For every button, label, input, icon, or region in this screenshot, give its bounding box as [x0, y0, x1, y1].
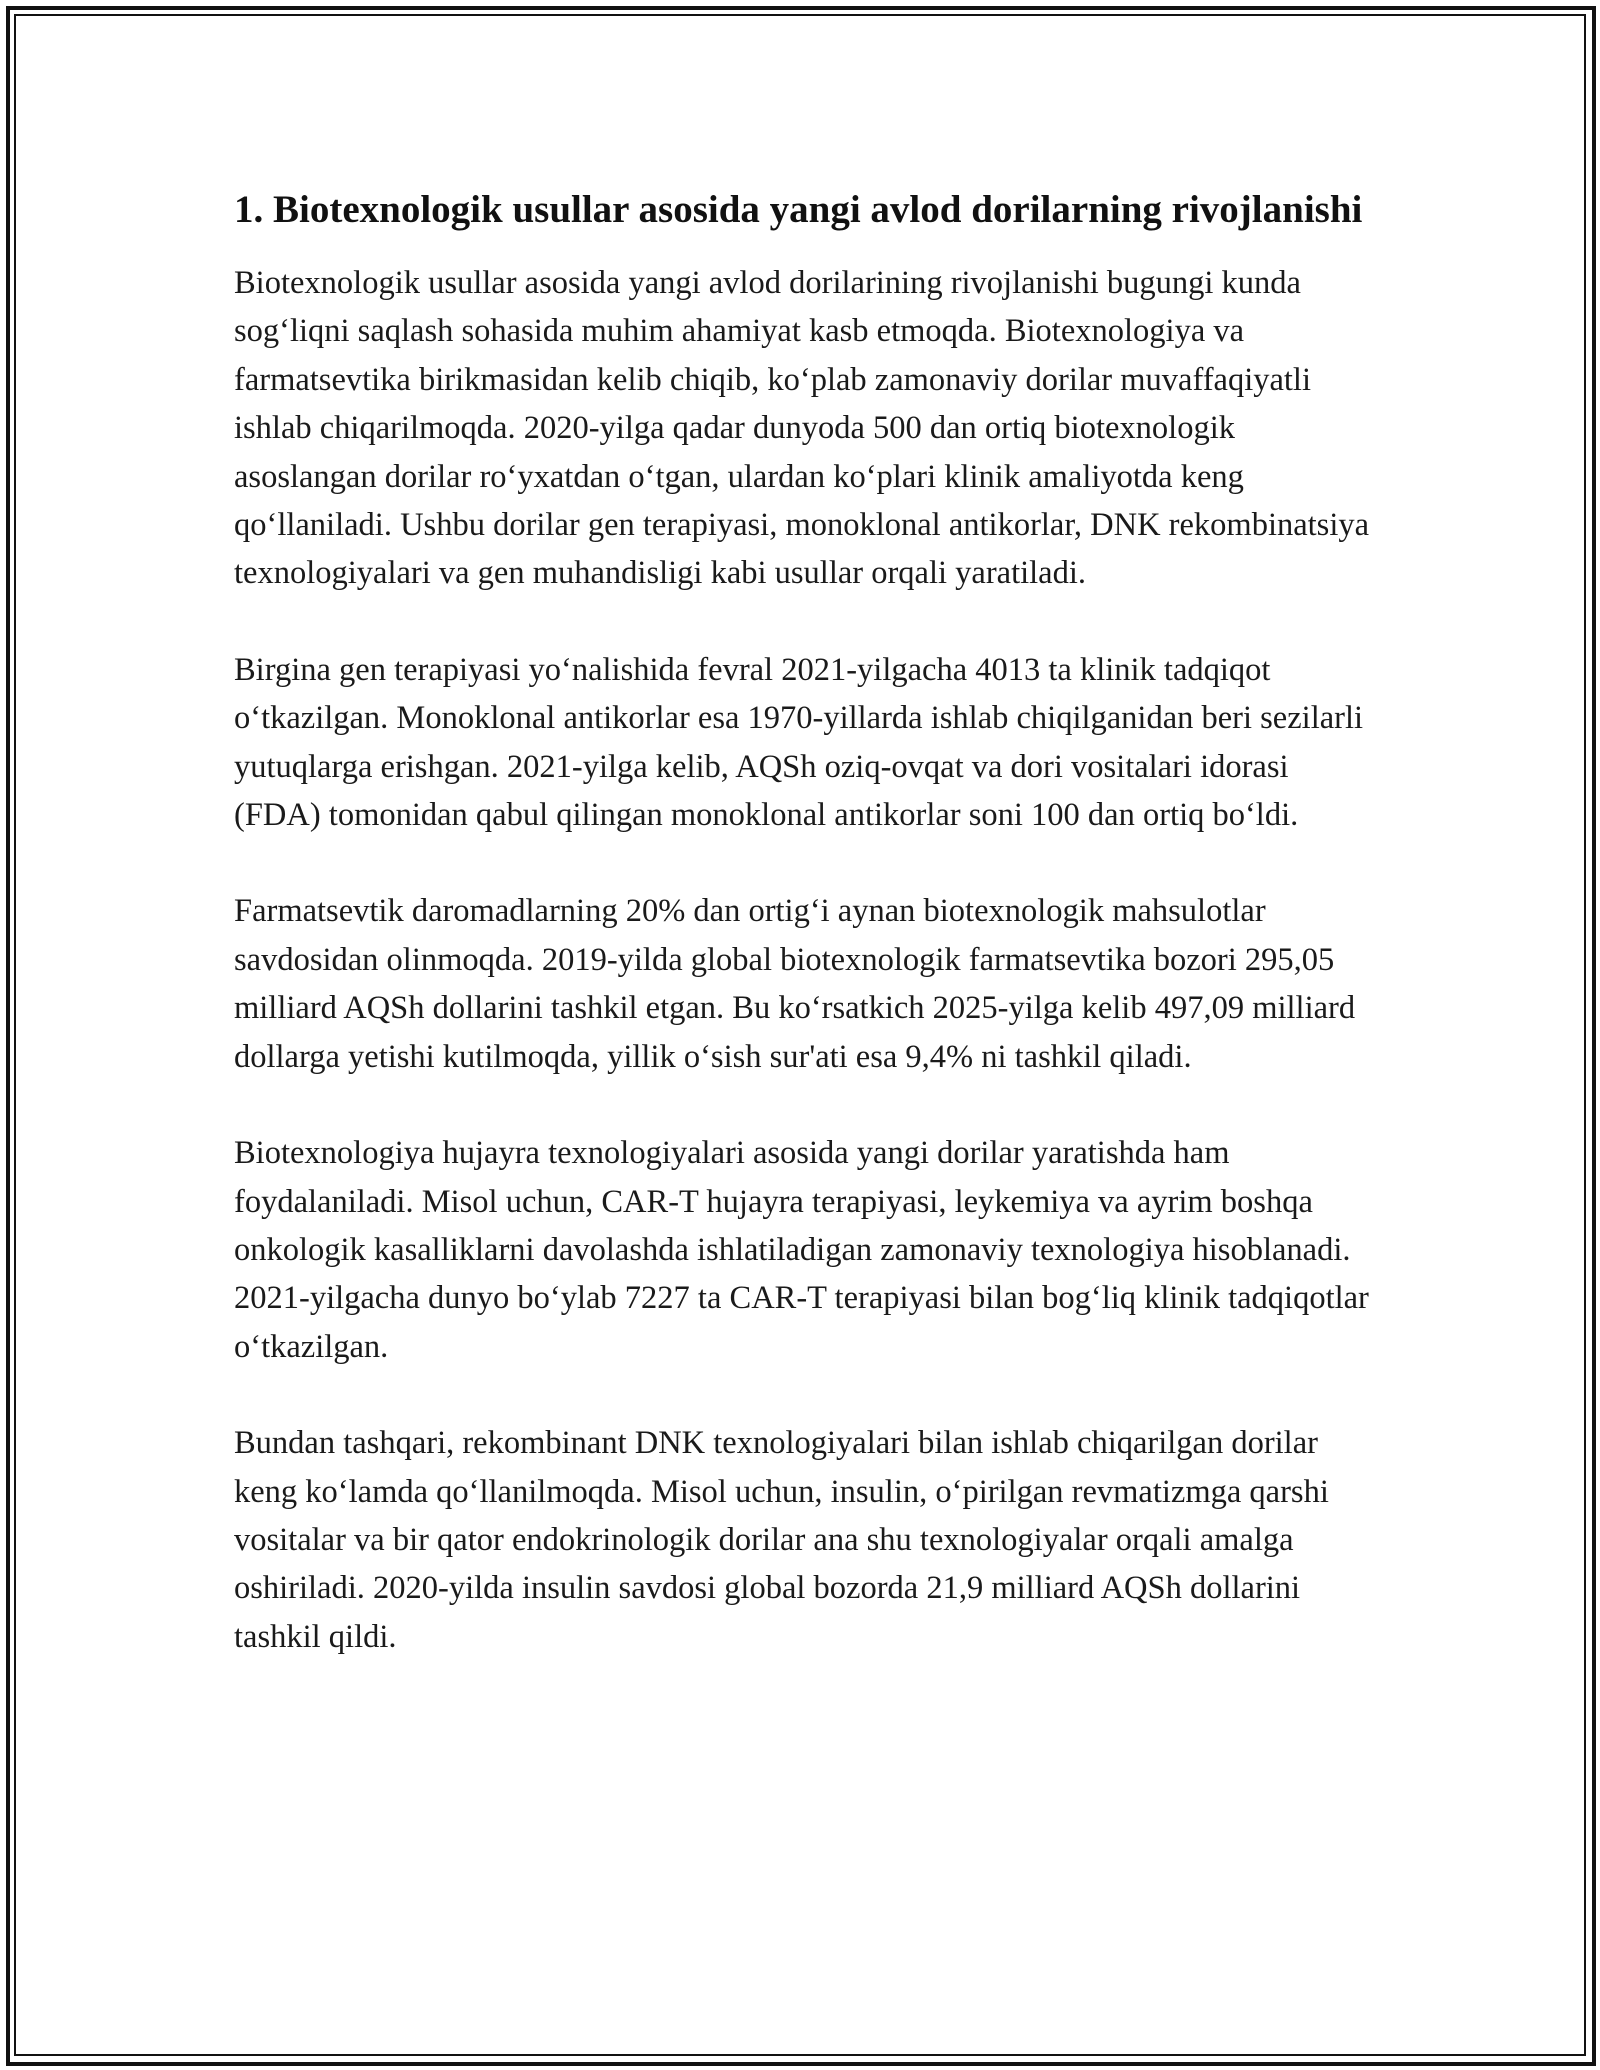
- document-body: [234, 182, 1374, 1709]
- paragraph-gene-therapy: Birgina gen terapiyasi yo‘nalishida fevral 2021-yilgacha 4013 ta klinik tadqiqot o‘tkazilgan. Monoklonal antikorlar esa 1970-yillarda ishlab chiqilganidan beri sezilarli yutuqlarga erishgan. 2021-yilga kelib, AQSh oziq-ovqat va dori vositalari idorasi (FDA) tomonidan qabul qilingan monoklonal antikorlar soni 100 dan ortiq bo‘ldi.: [234, 651, 1364, 834]
- paragraph-intro: Biotexnologik usullar asosida yangi avlod dorilarining rivojlanishi bugungi kunda sog‘liqni saqlash sohasida muhim ahamiyat kasb etmoqda. Biotexnologiya va farmatsevtika birikmasidan kelib chiqib, ko‘plab zamonaviy dorilar muvaffaqiyatli ishlab chiqarilmoqda. 2020-yilga qadar dunyoda 500 dan ortiq biotexnologik asoslangan dorilar ro‘yxatdan o‘tgan, ulardan ko‘plari klinik amaliyotda keng qo‘llaniladi. Ushbu dorilar gen terapiyasi, monoklonal antikorlar, DNK rekombinatsiya texnologiyalari va gen muhandisligi kabi usullar orqali yaratiladi.: [234, 265, 1370, 592]
- paragraph-recombinant-dna: Bundan tashqari, rekombinant DNK texnologiyalari bilan ishlab chiqarilgan dorilar keng ko‘lamda qo‘llanilmoqda. Misol uchun, insulin, o‘pirilgan revmatizmga qarshi vositalar va bir qator endokrinologik dorilar ana shu texnologiyalar orqali amalga oshiriladi. 2020-yilda insulin savdosi global bozorda 21,9 milliard AQSh dollarini tashkil qildi.: [234, 1425, 1329, 1655]
- paragraph-car-t: Biotexnologiya hujayra texnologiyalari asosida yangi dorilar yaratishda ham foydalaniladi. Misol uchun, CAR-T hujayra terapiyasi, leykemiya va ayrim boshqa onkologik kasalliklarni davolashda ishlatiladigan zamonaviy texnologiya hisoblanadi. 2021-yilgacha dunyo bo‘ylab 7227 ta CAR-T terapiyasi bilan bog‘liq klinik tadqiqotlar o‘tkazilgan.: [234, 1135, 1369, 1365]
- paragraph-market: Farmatsevtik daromadlarning 20% dan ortig‘i aynan biotexnologik mahsulotlar savdosidan olinmoqda. 2019-yilda global biotexnologik farmatsevtika bozori 295,05 milliard AQSh dollarini tashkil etgan. Bu ko‘rsatkich 2025-yilga kelib 497,09 milliard dollarga yetishi kutilmoqda, yillik o‘sish sur'ati esa 9,4% ni tashkil qiladi.: [234, 893, 1356, 1075]
- section-heading: 1. Biotexnologik usullar asosida yangi avlod dorilarning rivojlanishi: [234, 188, 1363, 231]
